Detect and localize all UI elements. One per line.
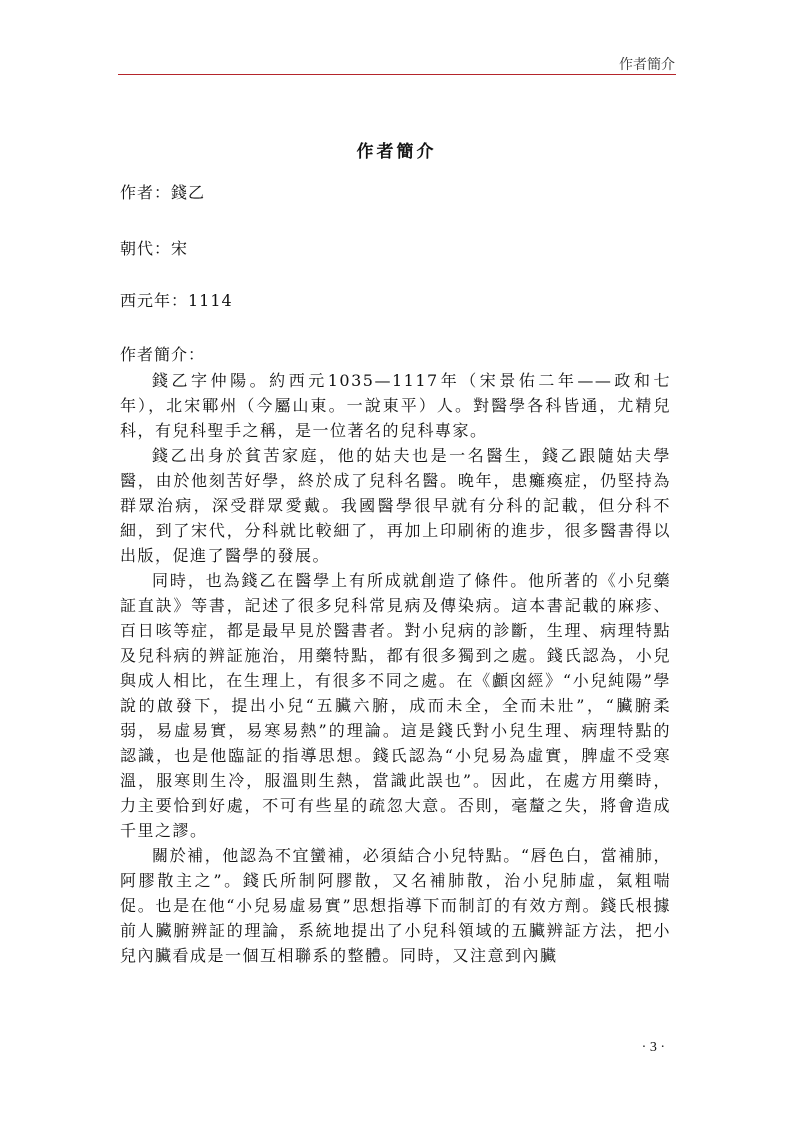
year-line: 西元年：1114 — [120, 291, 233, 310]
body-text — [120, 368, 671, 968]
page-number: · 3 · — [641, 1040, 665, 1055]
paragraph-2: 錢乙出身於貧苦家庭，他的姑夫也是一名醫生，錢乙跟隨姑夫學醫，由於他刻苦好學，終於成了兒科名醫。晚年，患癱瘓症，仍堅持為群眾治病，深受群眾愛戴。我國醫學很早就有分科的記載，但分科不細，到了宋代，分科就比較細了，再加上印刷術的進步，很多醫書得以出版，促進了醫學的發展。 — [120, 446, 671, 565]
dynasty-line: 朝代：宋 — [120, 239, 189, 258]
intro-label: 作者簡介： — [120, 345, 206, 364]
paragraph-3: 同時，也為錢乙在醫學上有所成就創造了條件。他所著的《小兒藥証直訣》等書，記述了很多兒科常見病及傳染病。這本書記載的麻疹、百日咳等症，都是最早見於醫書者。對小兒病的診斷，生理、病理特點及兒科病的辨証施治，用藥特點，都有很多獨到之處。錢氏認為，小兒與成人相比，在生理上，有很多不同之處。在《顱囟經》“小兒純陽”學說的啟發下，提出小兒“五臟六腑，成而未全，全而未壯”，“臟腑柔弱，易虛易實，易寒易熱”的理論。這是錢氏對小兒生理、病理特點的認識，也是他臨証的指導思想。錢氏認為“小兒易為虛實，脾虛不受寒溫，服寒則生冷，服溫則生熱，當識此誤也”。因此，在處方用藥時，力主要恰到好處，不可有些星的疏忽大意。否則，毫釐之失，將會造成千里之謬。 — [120, 571, 671, 840]
author-line: 作者：錢乙 — [120, 183, 206, 202]
header-divider — [118, 74, 676, 75]
running-header: 作者簡介 — [619, 57, 675, 73]
paragraph-4: 關於補，他認為不宜蠻補，必須結合小兒特點。“唇色白，當補肺，阿膠散主之”。錢氏所制阿膠散，又名補肺散，治小兒肺虛，氣粗喘促。也是在他“小兒易虛易實”思想指導下而制訂的有效方劑。錢氏根據前人臟腑辨証的理論，系統地提出了小兒科領域的五臟辨証方法，把小兒內臟看成是一個互相聯系的整體。同時，又注意到內臟 — [120, 846, 671, 965]
page-title: 作者簡介 — [356, 142, 437, 162]
paragraph-1: 錢乙字仲陽。約西元1035—1117年（宋景佑二年——政和七年），北宋鄆州（今屬山東。一說東平）人。對醫學各科皆通，尤精兒科，有兒科聖手之稱，是一位著名的兒科專家。 — [120, 371, 671, 440]
